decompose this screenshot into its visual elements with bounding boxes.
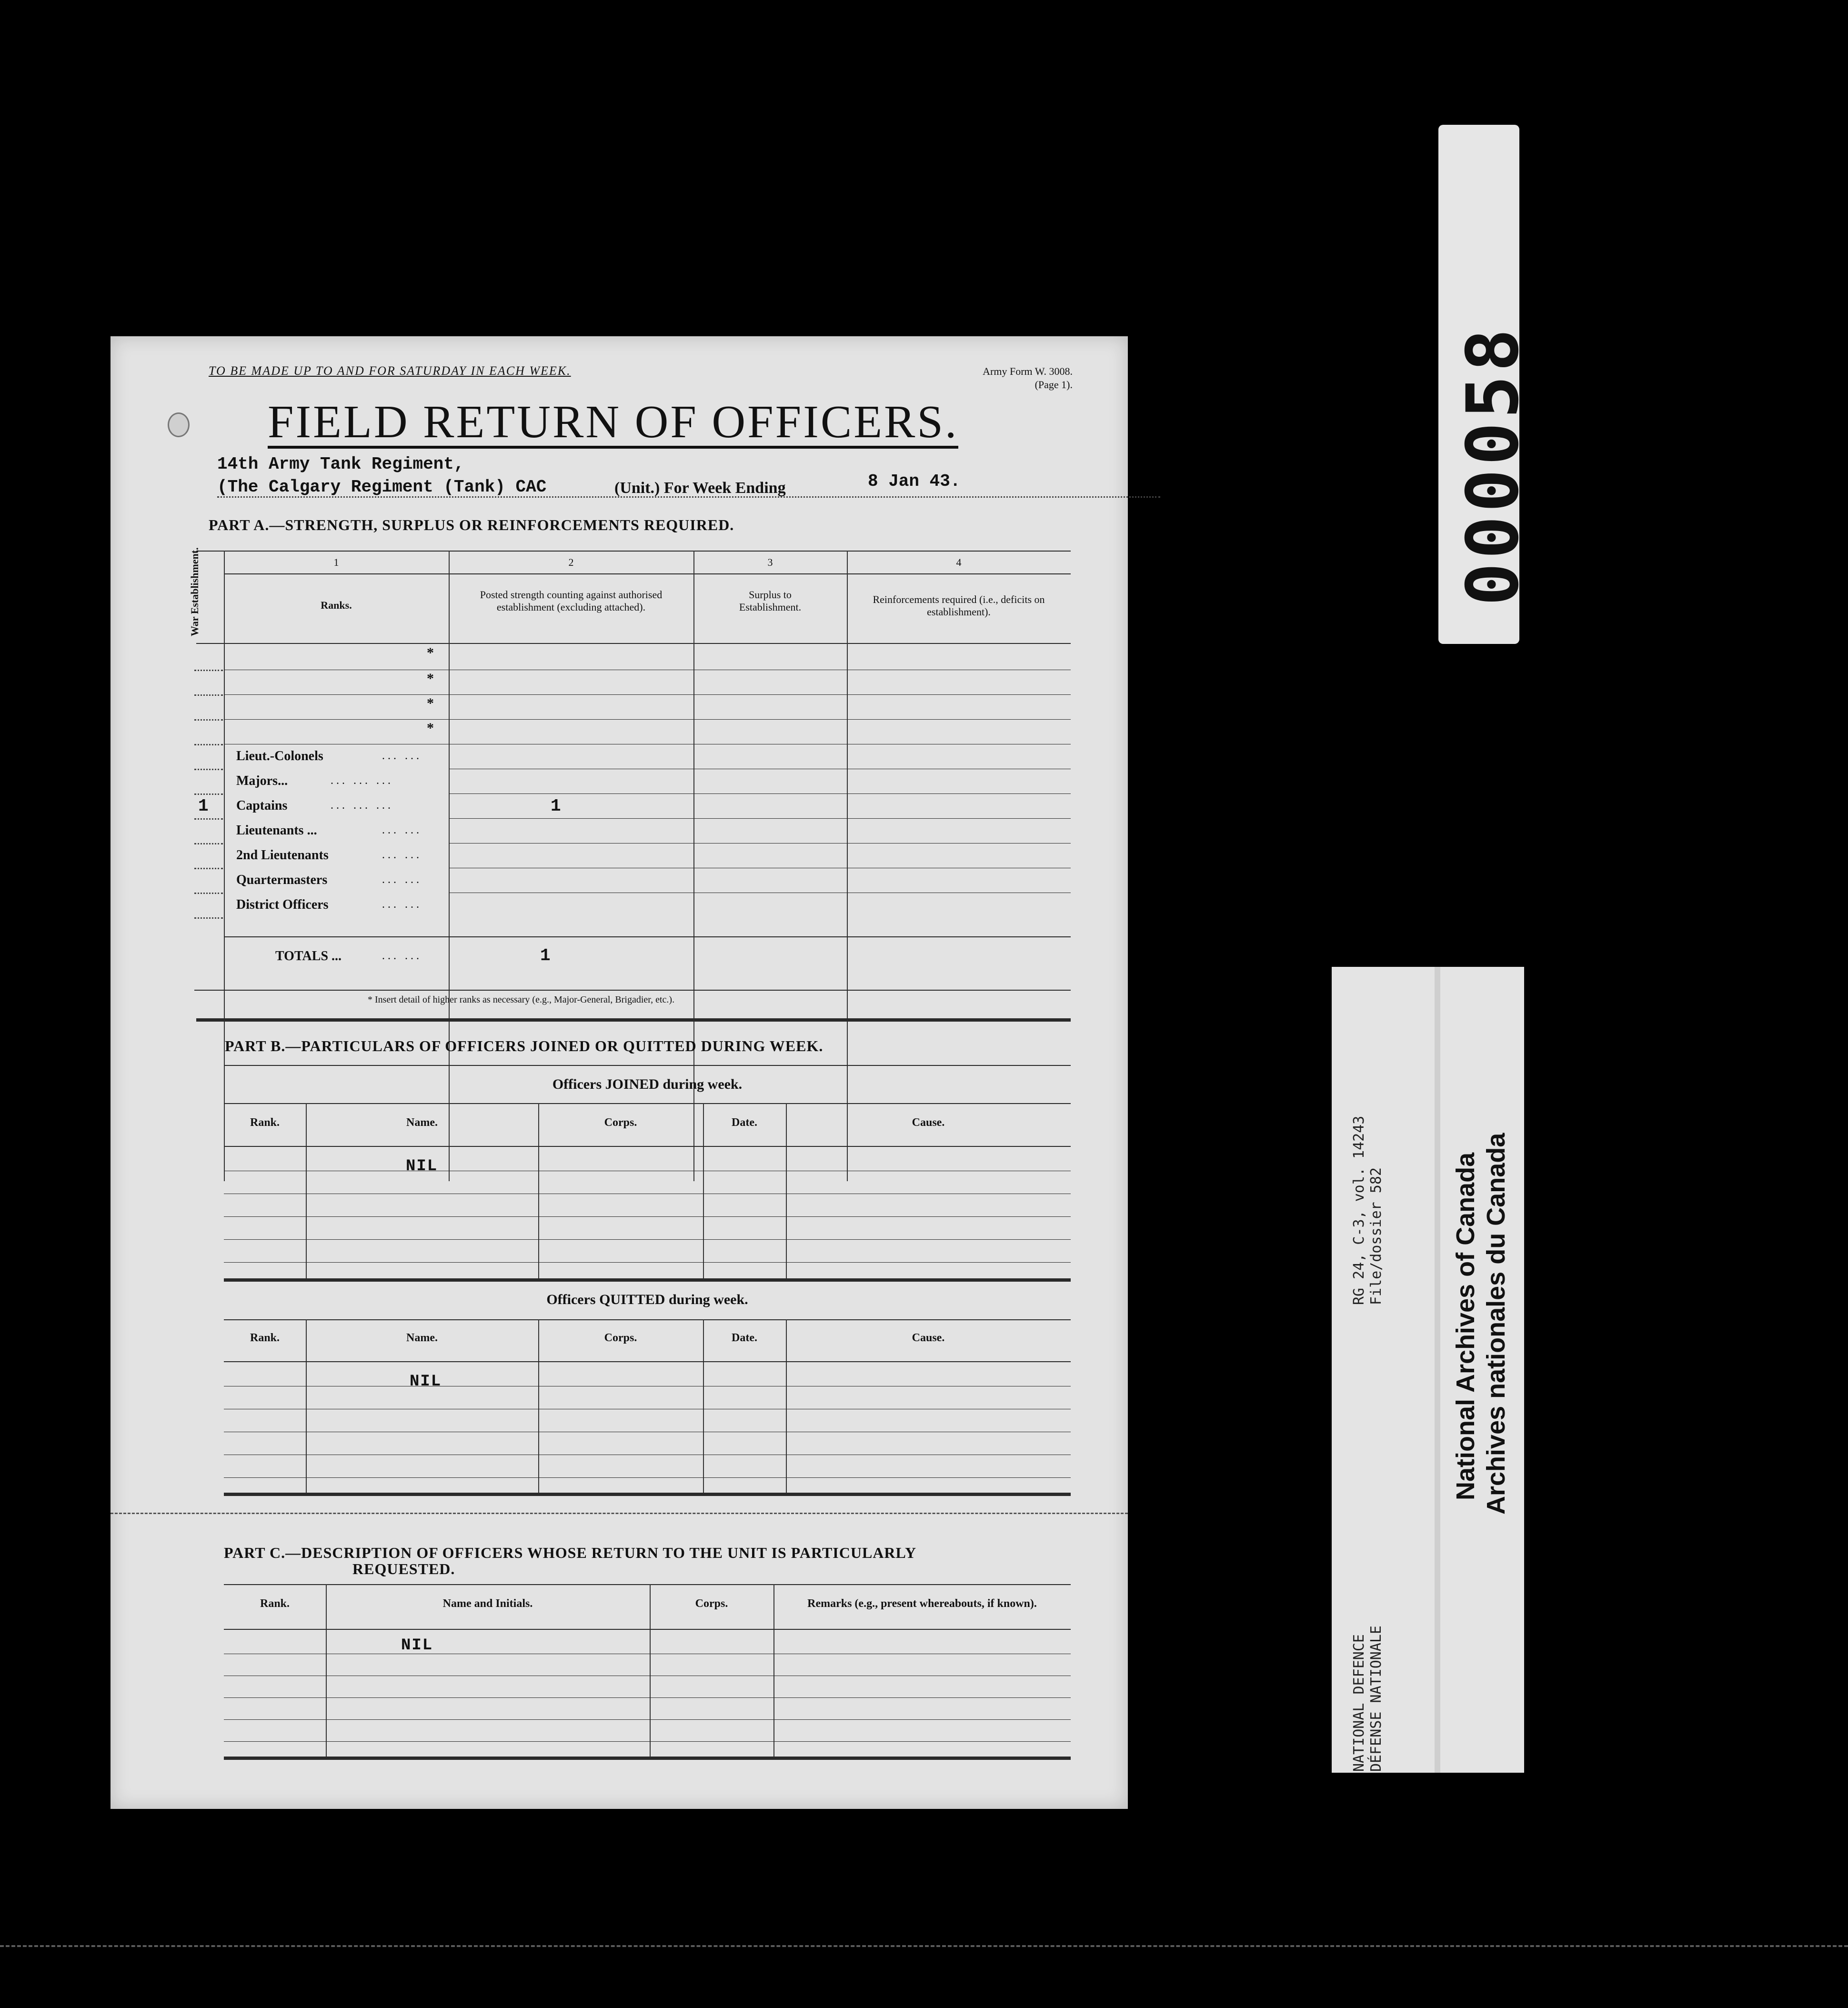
- rank-dots: ... ...: [382, 750, 422, 762]
- quitted-col-date: Date.: [732, 1332, 757, 1344]
- col-number-3: 3: [767, 556, 773, 568]
- archive-reference: RG 24, C-3, vol. 14243: [1351, 1115, 1367, 1305]
- part-b-heading: PART B.—PARTICULARS OF OFFICERS JOINED OR QUITTED DURING WEEK.: [225, 1037, 824, 1054]
- part-c-col-remarks: Remarks (e.g., present whereabouts, if known).: [807, 1597, 1037, 1610]
- quitted-vline-4: [786, 1319, 787, 1496]
- war-est-dotline: [194, 793, 223, 795]
- war-est-dotline: [194, 818, 223, 820]
- unit-name-line1: 14th Army Tank Regiment,: [217, 454, 464, 474]
- rank-2nd-lieutenants: 2nd Lieutenants: [236, 848, 329, 863]
- part-c-nil-entry: NIL: [401, 1637, 433, 1655]
- joined-col-cause: Cause.: [912, 1116, 945, 1129]
- form-number: [920, 365, 1073, 392]
- quitted-heading: Officers QUITTED during week.: [546, 1292, 748, 1307]
- rank-dots: ... ...: [382, 873, 422, 886]
- rank-dots: ... ...: [382, 849, 422, 861]
- quitted-vline-2: [538, 1319, 539, 1496]
- war-establishment-label: War Establishment.: [189, 547, 201, 636]
- part-a-top-rule: [196, 551, 1071, 552]
- star-marker: *: [427, 671, 434, 686]
- joined-col-date: Date.: [732, 1116, 757, 1129]
- totals-bottom-rule: [194, 990, 1071, 991]
- part-b-rule: [224, 1065, 1071, 1066]
- frame-counter-strip: [1438, 125, 1535, 644]
- row-rule: [224, 1262, 1071, 1263]
- war-est-dotline: [194, 893, 223, 894]
- joined-col-name: Name.: [406, 1116, 438, 1129]
- joined-header-rule: [224, 1146, 1071, 1147]
- part-a-numrow-rule: [224, 573, 1071, 574]
- row-rule: [224, 1741, 1071, 1742]
- star-marker: *: [427, 720, 434, 736]
- label-separator: [1435, 967, 1440, 1773]
- scan-edge-line: [0, 1945, 1848, 1947]
- department-english: NATIONAL DEFENCE: [1351, 1634, 1367, 1772]
- archive-reference-label: [1332, 967, 1524, 1773]
- star-marker: *: [427, 695, 434, 711]
- war-est-dotline: [194, 694, 223, 696]
- frame-counter-number: 000058: [1452, 325, 1535, 606]
- archive-name-english: National Archives of Canada: [1451, 1152, 1480, 1500]
- quitted-vline-3: [703, 1319, 704, 1496]
- part-a-end-rule: [196, 1018, 1071, 1022]
- part-a-header-rule: [196, 643, 1071, 644]
- punch-hole: [168, 412, 190, 437]
- week-ending-date: 8 Jan 43.: [868, 472, 961, 491]
- part-c-heading-line2: REQUESTED.: [352, 1560, 455, 1577]
- row-rule: [449, 818, 1071, 819]
- quitted-col-corps: Corps.: [604, 1332, 637, 1344]
- perforation-line: [110, 1513, 1128, 1514]
- rank-captains: Captains: [236, 798, 288, 813]
- totals-label: TOTALS ...: [275, 949, 342, 964]
- col-header-posted: Posted strength counting against authorised establishment (excluding attached).: [480, 589, 663, 613]
- quitted-col-rank: Rank.: [250, 1332, 280, 1344]
- col-header-surplus: Surplus to Establishment.: [739, 589, 802, 613]
- totals-dots: ... ...: [382, 950, 422, 962]
- war-est-dotline: [194, 719, 223, 721]
- quitted-top-rule: [224, 1319, 1071, 1320]
- form-instruction: TO BE MADE UP TO AND FOR SATURDAY IN EACH WEEK.: [209, 364, 571, 378]
- department-french: DÉFENSE NATIONALE: [1368, 1625, 1385, 1772]
- part-a-heading: PART A.—STRENGTH, SURPLUS OR REINFORCEMENTS REQUIRED.: [209, 516, 734, 533]
- joined-vline-4: [786, 1103, 787, 1279]
- quitted-col-cause: Cause.: [912, 1332, 945, 1344]
- part-c-heading-line1: PART C.—DESCRIPTION OF OFFICERS WHOSE RETURN TO THE UNIT IS PARTICULARLY: [224, 1544, 917, 1561]
- rank-dots: ... ...: [382, 898, 422, 911]
- part-c-top-rule: [224, 1584, 1071, 1585]
- row-rule: [224, 1719, 1071, 1720]
- part-c-end-rule: [224, 1757, 1071, 1760]
- joined-vline-1: [306, 1103, 307, 1279]
- form-title: FIELD RETURN OF OFFICERS.: [268, 396, 959, 448]
- quitted-col-name: Name.: [406, 1332, 438, 1344]
- col-number-2: 2: [568, 556, 574, 568]
- quitted-nil-entry: NIL: [410, 1373, 442, 1391]
- archive-file-number: File/dossier 582: [1368, 1167, 1385, 1305]
- rank-dots: ... ... ...: [331, 774, 393, 787]
- part-c-col-rank: Rank.: [260, 1597, 290, 1610]
- war-est-dotline: [194, 868, 223, 869]
- part-c-header-rule: [224, 1629, 1071, 1630]
- row-rule: [224, 1239, 1071, 1240]
- unit-week-label: (Unit.) For Week Ending: [614, 479, 786, 497]
- row-rule: [224, 694, 1071, 695]
- rank-dots: ... ... ...: [331, 799, 393, 812]
- quitted-vline-1: [306, 1319, 307, 1496]
- part-c-col-name: Name and Initials.: [442, 1597, 533, 1610]
- joined-nil-entry: NIL: [406, 1157, 438, 1175]
- joined-end-rule: [224, 1278, 1071, 1282]
- quitted-header-rule: [224, 1361, 1071, 1362]
- totals-top-rule: [224, 936, 1071, 937]
- row-rule: [224, 719, 1071, 720]
- joined-vline-2: [538, 1103, 539, 1279]
- row-rule: [224, 1697, 1071, 1698]
- unit-name-line2: (The Calgary Regiment (Tank) CAC: [217, 477, 547, 497]
- col-number-1: 1: [333, 556, 339, 568]
- col-number-4: 4: [956, 556, 962, 568]
- col-header-reinforcements: Reinforcements required (i.e., deficits on establishment).: [873, 593, 1045, 618]
- field-return-form: [110, 336, 1128, 1809]
- rank-majors: Majors...: [236, 773, 288, 788]
- archive-name-french: Archives nationales du Canada: [1482, 1133, 1510, 1515]
- row-rule: [224, 1216, 1071, 1217]
- war-est-dotline: [194, 670, 223, 671]
- joined-heading: Officers JOINED during week.: [552, 1076, 743, 1092]
- totals-posted-strength: 1: [540, 946, 551, 965]
- col-header-ranks: Ranks.: [321, 599, 352, 611]
- rank-lieutenants: Lieutenants ...: [236, 823, 317, 838]
- joined-vline-3: [703, 1103, 704, 1279]
- war-est-dotline: [194, 744, 223, 745]
- form-page-text: (Page 1).: [1034, 379, 1073, 391]
- rank-dots: ... ...: [382, 824, 422, 836]
- joined-top-rule: [224, 1103, 1071, 1104]
- quitted-end-rule: [224, 1493, 1071, 1496]
- star-marker: *: [427, 645, 434, 661]
- unit-dotted-line: [217, 496, 1160, 498]
- rank-quartermasters: Quartermasters: [236, 873, 328, 887]
- row-rule: [449, 793, 1071, 794]
- rank-district-officers: District Officers: [236, 897, 329, 912]
- captains-war-establishment: 1: [198, 796, 209, 816]
- joined-col-rank: Rank.: [250, 1116, 280, 1129]
- joined-col-corps: Corps.: [604, 1116, 637, 1129]
- war-est-dotline: [194, 843, 223, 844]
- war-est-dotline: [194, 769, 223, 770]
- row-rule: [224, 1477, 1071, 1478]
- rank-lieut-colonels: Lieut.-Colonels: [236, 749, 323, 763]
- form-number-text: Army Form W. 3008.: [983, 365, 1073, 377]
- part-c-col-corps: Corps.: [695, 1597, 728, 1610]
- war-est-dotline: [194, 917, 223, 919]
- part-a-footnote: * Insert detail of higher ranks as necessary (e.g., Major-General, Brigadier, etc.).: [368, 994, 675, 1005]
- captains-posted-strength: 1: [551, 796, 561, 816]
